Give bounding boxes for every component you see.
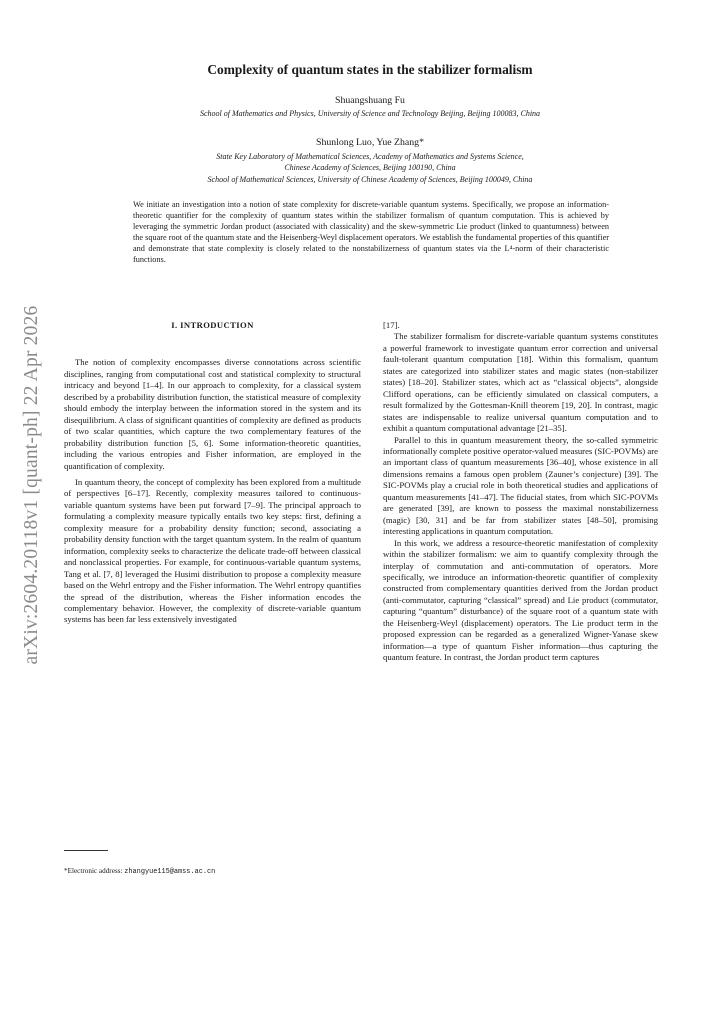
right-paragraph: In this work, we address a resource-theoretic manifestation of complexity within the stabilizer formalism: we aim to quantify complexity through the interplay of commutation and anti-commutation of operators. More specifically, we introduce an information-theoretic quantifier of complexity constructed from complementary quantities derived from the Jordan product (anti-commutator, capturing “classical” spread) and Lie product (commutator, capturing “quantum” disturbance) of the square root of a quantum state with the Heisenberg-Weyl (displacement) operators. The Lie product term in the proposed expression can be regarded as a generalized Wigner-Yanase skew information—a type of quantum Fisher information—thus capturing the quantum feature. In contrast, the Jordan product term captures [383,537,658,663]
right-column [383,320,658,664]
footnote [64,867,215,876]
footnote-email: zhangyue115@amss.ac.cn [124,868,216,876]
left-paragraph: The notion of complexity encompasses diverse connotations across scientific disciplines, ranging from computational cost and statistical complexity to structural intricacy and beyond [1–4]. In our approach to complexity, for a classical system described by a probability distribution function, the statistical measure of complexity should embody the interplay between the information stored in the system and its disequilibrium. A class of significant quantities of complexity are defined as products of two scalar quantities, which capture the two complementary features of the probability distribution function [5, 6]. Some information-theoretic quantities, including the various entropies and Fisher information, are employed in the quantification of complexity. [64,357,361,471]
affiliation-2-line-1: State Key Laboratory of Mathematical Sciences, Academy of Mathematics and Systems Science, [216,152,524,161]
section-heading-introduction: I. INTRODUCTION [171,320,254,330]
footnote-rule [64,850,108,851]
right-paragraph: Parallel to this in quantum measurement theory, the so-called symmetric informationally complete positive operator-valued measures (SIC-POVMs) are an important class of quantum measurements [36–40], whose existence in all dimensions remains a famous open problem (Zauner’s conjecture) [39]. The SIC-POVMs play a crucial role in both theoretical studies and applications of quantum measurements [41–47]. The fiducial states, from which SIC-POVMs are generated [39], are known to possess the maximal nonstabilizerness (magic) [30, 31] and be far from stabilizer states [48–50], promising interesting applications in quantum computation. [383,434,658,537]
paper-title: Complexity of quantum states in the stabilizer formalism [207,62,533,77]
left-paragraph: In quantum theory, the concept of complexity has been explored from a multitude of perspectives [6–17]. Recently, complexity measures tailored to continuous-variable quantum systems have been put forward [7–9]. The principal approach to formulating a complexity measure typically entails two key steps: first, defining a complexity measure for a probability density function; second, associating a probability density function with the target quantum system. In the realm of quantum information, complexity seeks to characterize the delicate trade-off between classical and nonclassical properties. For example, for continuous-variable quantum systems, Tang et al. [7, 8] leveraged the Husimi distribution to propose a complexity measure based on the Wehrl entropy and the Fisher information. The Wehrl entropy quantifies the spread of the distribution, whereas the Fisher information encodes the complementary behavior. However, the complexity of discrete-variable quantum systems has been far less extensively investigated [64,476,361,625]
right-lead-text: [17]. [383,320,400,330]
right-paragraph: The stabilizer formalism for discrete-variable quantum systems constitutes a powerful framework to investigate quantum error correction and universal fault-tolerant quantum computation [18]. Within this formalism, quantum states are categorized into stabilizer states and magic states (non-stabilizer states) [18–20]. Stabilizer states, which act as “classical objects”, alongside Clifford operations, can be efficiently simulated on classical computers, a result formalized by the Gottesman-Knill theorem [19, 20]. In contrast, magic states are indispensable to realize universal quantum computation and to exhibit a quantum computational advantage [21–35]. [383,331,658,434]
left-column [64,320,361,626]
affiliation-1: School of Mathematics and Physics, University of Science and Technology Beijing, Beijing 100083, China [199,109,541,118]
footnote-label: *Electronic address: [64,867,125,875]
author-line-1: Shuangshuang Fu [335,95,405,106]
affiliation-2 [70,151,670,185]
affiliation-2-line-2: Chinese Academy of Sciences, Beijing 100190, China [284,163,456,173]
author-line-2: Shunlong Luo, Yue Zhang* [316,137,424,148]
arxiv-identifier: arXiv:2604.20118v1 [quant-ph] 22 Apr 2026 [21,305,42,665]
abstract: We initiate an investigation into a notion of state complexity for discrete-variable quantum systems. Specifically, we propose an information-theoretic quantifier for the complexity of quantum states within the stabilizer formalism of quantum computation. This is achieved by leveraging the symmetric Jordan product (associated with classicality) and the skew-symmetric Lie product (linked to quantumness) between the square root of the quantum state and the Heisenberg-Weyl displacement operators. We establish the fundamental properties of this quantifier and demonstrate that state complexity is closely related to the nonstabilizerness of quantum states via the L⁴-norm of their characteristic functions. [133,200,609,265]
affiliation-2-line-3: School of Mathematical Sciences, University of Chinese Academy of Sciences, Beijing 100049, China [207,174,533,184]
arxiv-sidebar-stamp [12,285,52,685]
